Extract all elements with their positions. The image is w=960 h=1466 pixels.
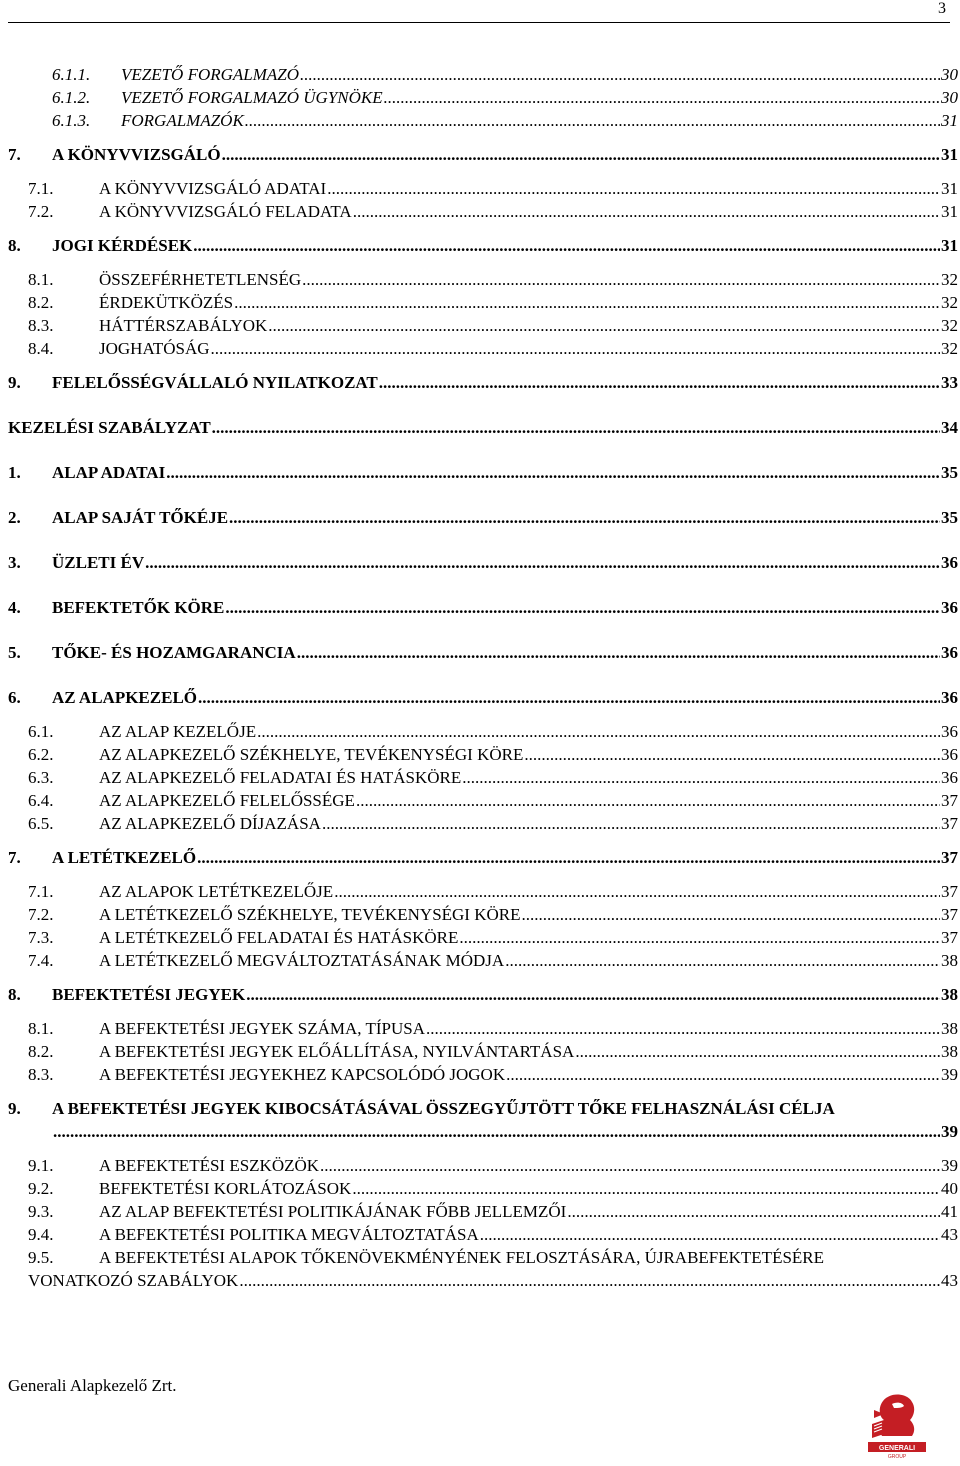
toc-entry-title: A LETÉTKEZELŐ FELADATAI ÉS HATÁSKÖRE	[99, 928, 459, 947]
toc-leader-dots	[322, 813, 940, 835]
toc-entry-page: 38	[941, 1042, 958, 1061]
toc-entry[interactable]	[0, 790, 960, 812]
header-rule	[8, 22, 950, 23]
toc-entry-number: 3.	[8, 553, 21, 572]
toc-entry-number: 8.2.	[28, 1042, 54, 1061]
toc-entry-page: 33	[941, 373, 958, 392]
toc-entry-title: A BEFEKTETÉSI JEGYEK ELŐÁLLÍTÁSA, NYILVÁNTARTÁSA	[99, 1042, 575, 1061]
toc-entry-number: 6.1.1.	[52, 65, 91, 84]
toc-entry-number: 8.2.	[28, 293, 54, 312]
toc-leader-dots	[522, 904, 941, 926]
toc-entry[interactable]	[0, 178, 960, 200]
toc-leader-dots	[193, 235, 940, 257]
toc-entry[interactable]	[0, 1018, 960, 1040]
toc-leader-dots	[506, 1064, 940, 1086]
toc-entry-page: 30	[941, 88, 958, 107]
toc-entry-title: A BEFEKTETÉSI ESZKÖZÖK	[99, 1156, 320, 1175]
toc-entry-number: 6.3.	[28, 768, 54, 787]
toc-entry-title: HÁTTÉRSZABÁLYOK	[99, 316, 268, 335]
toc-entry-page: 32	[941, 316, 958, 335]
toc-entry-page: 37	[941, 928, 958, 947]
toc-leader-dots	[567, 1201, 940, 1223]
toc-entry-page: 31	[941, 111, 958, 130]
toc-entry-number: 1.	[8, 463, 21, 482]
toc-entry-page: 30	[941, 65, 958, 84]
toc-entry-page: 37	[941, 882, 958, 901]
toc-entry-page: 31	[941, 145, 958, 164]
toc-entry-number: 5.	[8, 643, 21, 662]
toc-leader-dots	[459, 927, 940, 949]
toc-entry[interactable]	[0, 1064, 960, 1086]
toc-leader-dots	[222, 144, 940, 166]
toc-entry[interactable]	[0, 767, 960, 789]
toc-entry-number: 7.3.	[28, 928, 54, 947]
toc-entry-number: 8.	[8, 985, 21, 1004]
toc-entry-number: 9.4.	[28, 1225, 54, 1244]
toc-entry-page: 39	[941, 1122, 958, 1141]
toc-entry-number: 6.5.	[28, 814, 54, 833]
toc-entry-title: AZ ALAPKEZELŐ DÍJAZÁSA	[99, 814, 321, 833]
lion-logo-icon	[864, 1390, 930, 1460]
toc-leader-dots	[334, 881, 940, 903]
toc-leader-dots	[145, 552, 940, 574]
toc-entry-number: 9.5.	[28, 1248, 54, 1267]
toc-entry-title: A BEFEKTETÉSI POLITIKA MEGVÁLTOZTATÁSA	[99, 1225, 479, 1244]
toc-entry-number: 8.4.	[28, 339, 54, 358]
toc-entry-page: 35	[941, 463, 958, 482]
toc-entry-page: 37	[941, 848, 958, 867]
toc-entry-number: 6.2.	[28, 745, 54, 764]
toc-leader-dots	[524, 744, 940, 766]
toc-leader-dots	[197, 847, 940, 869]
toc-entry-number: 8.3.	[28, 316, 54, 335]
toc-entry-page: 36	[941, 745, 958, 764]
footer-company-name: Generali Alapkezelő Zrt.	[8, 1376, 177, 1395]
toc-entry-title: A LETÉTKEZELŐ	[52, 848, 197, 867]
toc-entry-number: 8.3.	[28, 1065, 54, 1084]
toc-entry[interactable]	[0, 144, 960, 166]
toc-entry[interactable]	[0, 744, 960, 766]
toc-entry[interactable]	[0, 292, 960, 314]
toc-entry-number: 9.3.	[28, 1202, 54, 1221]
toc-entry[interactable]	[0, 927, 960, 949]
toc-entry-title: A BEFEKTETÉSI JEGYEK SZÁMA, TÍPUSA	[99, 1019, 426, 1038]
toc-entry-title: AZ ALAPKEZELŐ FELADATAI ÉS HATÁSKÖRE	[99, 768, 462, 787]
toc-entry[interactable]	[0, 950, 960, 972]
toc-entry[interactable]	[0, 1178, 960, 1200]
toc-leader-dots	[53, 1121, 940, 1143]
toc-entry-page: 31	[941, 179, 958, 198]
toc-entry-number: 7.4.	[28, 951, 54, 970]
toc-leader-dots	[352, 1178, 940, 1200]
toc-entry-page: 32	[941, 293, 958, 312]
toc-leader-dots	[225, 597, 940, 619]
toc-entry[interactable]	[0, 1201, 960, 1223]
toc-leader-dots	[302, 269, 940, 291]
toc-entry-title: ÖSSZEFÉRHETETLENSÉG	[99, 270, 302, 289]
toc-entry[interactable]	[0, 642, 960, 664]
toc-leader-dots	[257, 721, 940, 743]
toc-entry-number: 6.1.2.	[52, 88, 91, 107]
toc-entry[interactable]	[0, 1098, 960, 1141]
toc-entry-number: 7.	[8, 145, 21, 164]
toc-entry-number: 9.	[8, 373, 21, 392]
toc-entry[interactable]	[0, 507, 960, 529]
toc-entry-number: 8.1.	[28, 270, 54, 289]
toc-leader-dots	[575, 1041, 940, 1063]
generali-logo	[864, 1390, 930, 1460]
toc-entry-title: A BEFEKTETÉSI JEGYEK KIBOCSÁTÁSÁVAL ÖSSZEGYŰJTÖTT TŐKE FELHASZNÁLÁSI CÉLJA	[52, 1099, 835, 1118]
toc-entry-number: 6.4.	[28, 791, 54, 810]
toc-leader-dots	[379, 372, 940, 394]
toc-entry-page: 38	[941, 951, 958, 970]
toc-entry-number: 8.	[8, 236, 21, 255]
toc-entry[interactable]	[0, 235, 960, 257]
toc-entry-number: 6.1.	[28, 722, 54, 741]
toc-entry-title: A KÖNYVVIZSGÁLÓ FELADATA	[99, 202, 352, 221]
toc-entry-page: 43	[941, 1225, 958, 1244]
toc-entry-page: 37	[941, 905, 958, 924]
toc-entry-title: A KÖNYVVIZSGÁLÓ	[52, 145, 221, 164]
toc-leader-dots	[229, 507, 940, 529]
toc-leader-dots	[426, 1018, 940, 1040]
toc-entry-title: A LETÉTKEZELŐ SZÉKHELYE, TEVÉKENYSÉGI KÖRE	[99, 905, 521, 924]
toc-entry-page: 40	[941, 1179, 958, 1198]
toc-entry-number: 9.1.	[28, 1156, 54, 1175]
toc-entry-title: AZ ALAP BEFEKTETÉSI POLITIKÁJÁNAK FŐBB JELLEMZŐI	[99, 1202, 567, 1221]
toc-entry[interactable]	[0, 1224, 960, 1246]
toc-entry[interactable]	[0, 201, 960, 223]
toc-entry-title: AZ ALAPKEZELŐ SZÉKHELYE, TEVÉKENYSÉGI KÖRE	[99, 745, 524, 764]
toc-entry-title: TŐKE- ÉS HOZAMGARANCIA	[52, 643, 296, 662]
toc-entry-page: 38	[941, 1019, 958, 1038]
toc-entry-page: 36	[941, 768, 958, 787]
toc-entry[interactable]	[0, 597, 960, 619]
toc-entry[interactable]	[0, 269, 960, 291]
toc-entry-page: 32	[941, 270, 958, 289]
toc-leader-dots	[268, 315, 940, 337]
toc-entry-title: ÉRDEKÜTKÖZÉS	[99, 293, 234, 312]
toc-entry-page: 31	[941, 236, 958, 255]
toc-entry-title: AZ ALAPOK LETÉTKEZELŐJE	[99, 882, 334, 901]
toc-entry[interactable]	[0, 552, 960, 574]
toc-entry[interactable]	[0, 417, 960, 439]
toc-entry-page: 35	[941, 508, 958, 527]
toc-leader-dots	[198, 687, 940, 709]
toc-entry-page: 34	[941, 418, 958, 437]
toc-leader-dots	[166, 462, 940, 484]
toc-entry[interactable]	[0, 687, 960, 709]
toc-entry-page: 43	[941, 1271, 958, 1290]
page-number: 3	[938, 0, 946, 17]
toc-leader-dots	[212, 417, 940, 439]
toc-leader-dots	[234, 292, 940, 314]
toc-entry-title: VEZETŐ FORGALMAZÓ	[121, 65, 300, 84]
toc-entry-page: 36	[941, 553, 958, 572]
toc-entry-number: 9.2.	[28, 1179, 54, 1198]
toc-entry-page: 31	[941, 202, 958, 221]
toc-entry-page: 37	[941, 791, 958, 810]
toc-entry-number: 2.	[8, 508, 21, 527]
toc-entry-title-continued: VONATKOZÓ SZABÁLYOK	[28, 1271, 239, 1290]
toc-leader-dots	[353, 201, 940, 223]
logo-subtext: GROUP	[887, 1454, 907, 1460]
toc-entry-number: 8.1.	[28, 1019, 54, 1038]
toc-entry-title: BEFEKTETÉSI KORLÁTOZÁSOK	[99, 1179, 352, 1198]
toc-entry-title: A KÖNYVVIZSGÁLÓ ADATAI	[99, 179, 327, 198]
toc-entry-title: AZ ALAP KEZELŐJE	[99, 722, 257, 741]
toc-entry-page: 36	[941, 688, 958, 707]
toc-leader-dots	[239, 1270, 940, 1292]
toc-entry-page: 38	[941, 985, 958, 1004]
toc-leader-dots	[480, 1224, 940, 1246]
toc-entry-title: ÜZLETI ÉV	[52, 553, 145, 572]
toc-entry[interactable]	[0, 338, 960, 360]
toc-entry-number: 6.1.3.	[52, 111, 91, 130]
toc-leader-dots	[300, 64, 940, 86]
toc-entry-page: 37	[941, 814, 958, 833]
toc-leader-dots	[327, 178, 940, 200]
toc-entry[interactable]	[0, 813, 960, 835]
toc-entry-number: 6.	[8, 688, 21, 707]
logo-wordmark: GENERALI	[878, 1445, 916, 1452]
toc-entry-number: 7.1.	[28, 179, 54, 198]
toc-entry[interactable]	[0, 1247, 960, 1290]
toc-entry[interactable]	[0, 904, 960, 926]
toc-entry-number: 7.2.	[28, 202, 54, 221]
toc-leader-dots	[211, 338, 940, 360]
toc-entry[interactable]	[0, 721, 960, 743]
toc-entry-title: A BEFEKTETÉSI JEGYEKHEZ KAPCSOLÓDÓ JOGOK	[99, 1065, 506, 1084]
toc-entry-page: 36	[941, 643, 958, 662]
toc-entry[interactable]	[0, 64, 960, 86]
toc-leader-dots	[246, 984, 940, 1006]
toc-entry-number: 7.1.	[28, 882, 54, 901]
toc-entry-title: BEFEKTETŐK KÖRE	[52, 598, 225, 617]
toc-entry[interactable]	[0, 984, 960, 1006]
toc-entry-number: 7.2.	[28, 905, 54, 924]
toc-entry[interactable]	[0, 315, 960, 337]
toc-entry-title: JOGI KÉRDÉSEK	[52, 236, 193, 255]
toc-entry[interactable]	[0, 1155, 960, 1177]
toc-entry-title: ALAP SAJÁT TŐKÉJE	[52, 508, 229, 527]
toc-entry-title: FORGALMAZÓK	[121, 111, 244, 130]
toc-entry-page: 32	[941, 339, 958, 358]
toc-entry-page: 39	[941, 1065, 958, 1084]
toc-entry[interactable]	[0, 847, 960, 869]
toc-leader-dots	[320, 1155, 940, 1177]
toc-entry-title: BEFEKTETÉSI JEGYEK	[52, 985, 246, 1004]
toc-entry-number: 4.	[8, 598, 21, 617]
toc-entry[interactable]	[0, 1041, 960, 1063]
toc-leader-dots	[462, 767, 940, 789]
toc-entry[interactable]	[0, 87, 960, 109]
toc-entry[interactable]	[0, 372, 960, 394]
toc-entry-page: 36	[941, 598, 958, 617]
toc-entry-page: 41	[941, 1202, 958, 1221]
toc-entry-title: AZ ALAPKEZELŐ	[52, 688, 198, 707]
toc-entry-number: 7.	[8, 848, 21, 867]
toc-entry-page: 36	[941, 722, 958, 741]
toc-leader-dots	[297, 642, 940, 664]
toc-entry-title: KEZELÉSI SZABÁLYZAT	[8, 418, 211, 437]
toc-entry[interactable]	[0, 462, 960, 484]
toc-entry-number: 9.	[8, 1099, 21, 1118]
toc-entry-title: VEZETŐ FORGALMAZÓ ÜGYNÖKE	[121, 88, 383, 107]
toc-entry-title: FELELŐSSÉGVÁLLALÓ NYILATKOZAT	[52, 373, 378, 392]
toc-entry-title: ALAP ADATAI	[52, 463, 166, 482]
toc-leader-dots	[356, 790, 940, 812]
toc-entry[interactable]	[0, 881, 960, 903]
toc-leader-dots	[245, 110, 940, 132]
toc-entry[interactable]	[0, 110, 960, 132]
toc-entry-title: A BEFEKTETÉSI ALAPOK TŐKENÖVEKMÉNYÉNEK FELOSZTÁSÁRA, ÚJRABEFEKTETÉSÉRE	[99, 1248, 825, 1267]
toc-leader-dots	[384, 87, 940, 109]
toc-entry-title: A LETÉTKEZELŐ MEGVÁLTOZTATÁSÁNAK MÓDJA	[99, 951, 505, 970]
toc-entry-title: JOGHATÓSÁG	[99, 339, 210, 358]
toc-leader-dots	[505, 950, 940, 972]
toc-entry-page: 39	[941, 1156, 958, 1175]
toc-entry-title: AZ ALAPKEZELŐ FELELŐSSÉGE	[99, 791, 355, 810]
